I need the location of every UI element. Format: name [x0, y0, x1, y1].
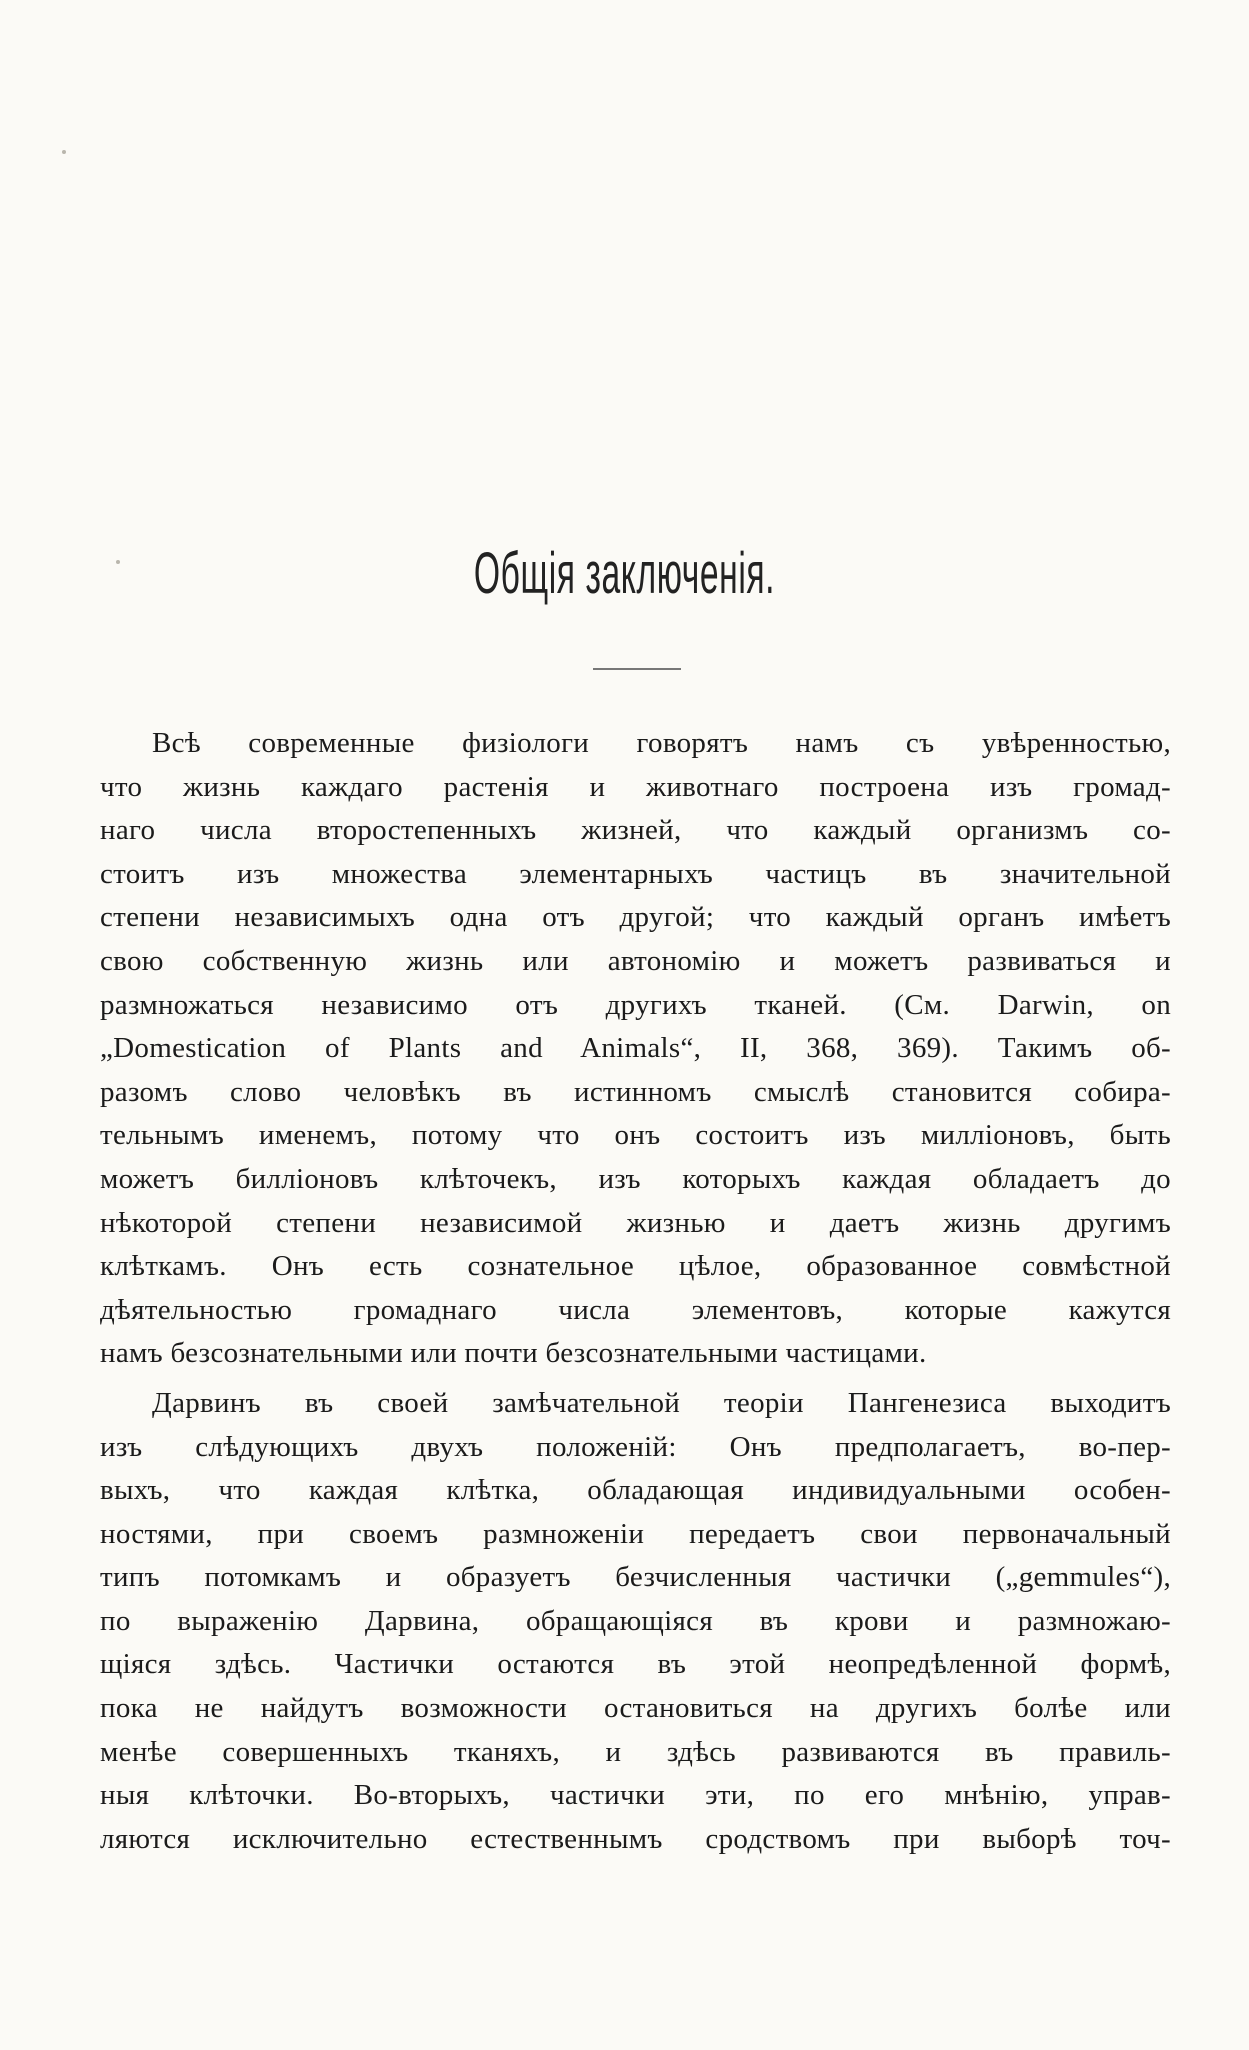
paragraph-1 — [100, 722, 1171, 1376]
text-line: намъ безсознательными или почти безсознательными частицами. — [100, 1337, 927, 1370]
text-line: степени независимыхъ одна отъ другой; что каждый органъ имѣетъ — [100, 901, 1171, 934]
paper-speck — [62, 150, 66, 154]
text-line: менѣе совершенныхъ тканяхъ, и здѣсь развиваются въ правиль- — [100, 1735, 1171, 1768]
text-line: „Domestication of Plants and Animals“, II, 368, 369). Такимъ об- — [100, 1032, 1171, 1065]
text-line: нѣкоторой степени независимой жизнью и даетъ жизнь другимъ — [100, 1206, 1171, 1239]
text-line: разомъ слово человѣкъ въ истинномъ смыслѣ становится собира- — [100, 1075, 1171, 1108]
text-line: пока не найдутъ возможности остановиться на другихъ болѣе или — [100, 1692, 1171, 1725]
text-line: по выраженію Дарвина, обращающіяся въ крови и размножаю- — [100, 1604, 1171, 1637]
chapter-title: Общія заключенія. — [473, 541, 776, 606]
text-line: что жизнь каждаго растенія и животнаго построена изъ громад- — [100, 770, 1171, 803]
paragraph-2 — [100, 1382, 1171, 1862]
text-line: выхъ, что каждая клѣтка, обладающая индивидуальными особен- — [100, 1474, 1171, 1507]
text-line: можетъ билліоновъ клѣточекъ, изъ которыхъ каждая обладаетъ до — [100, 1162, 1171, 1195]
text-line: Дарвинъ въ своей замѣчательной теоріи Пангенезиса выходитъ — [152, 1386, 1171, 1419]
text-line: щіяся здѣсь. Частички остаются въ этой неопредѣленной формѣ, — [100, 1648, 1171, 1681]
text-line: стоитъ изъ множества элементарныхъ частицъ въ значительной — [100, 857, 1171, 890]
title-divider — [593, 668, 681, 670]
text-line: ностями, при своемъ размноженіи передаетъ свои первоначальный — [100, 1517, 1171, 1550]
text-line: типъ потомкамъ и образуетъ безчисленныя частички („gemmules“), — [100, 1561, 1171, 1594]
text-line: клѣткамъ. Онъ есть сознательное цѣлое, образованное совмѣстной — [100, 1250, 1171, 1283]
text-line: Всѣ современные физiологи говорятъ намъ съ увѣренностью, — [152, 727, 1171, 759]
text-line: изъ слѣдующихъ двухъ положеній: Онъ предполагаетъ, во-пер- — [100, 1430, 1171, 1463]
text-line: ляются исключительно естественнымъ сродствомъ при выборѣ точ- — [100, 1822, 1171, 1855]
text-line: наго числа второстепенныхъ жизней, что каждый организмъ со- — [100, 814, 1171, 847]
text-line: свою собственную жизнь или автономію и можетъ развиваться и — [100, 944, 1171, 977]
body-text — [100, 722, 1171, 1861]
text-line: дѣятельностью громаднаго числа элементовъ, которые кажутся — [100, 1293, 1171, 1326]
text-line: тельнымъ именемъ, потому что онъ состоитъ изъ милліоновъ, быть — [100, 1119, 1171, 1152]
paper-speck — [116, 560, 120, 564]
text-line: ныя клѣточки. Во-вторыхъ, частички эти, по его мнѣнію, управ- — [100, 1779, 1171, 1812]
text-line: размножаться независимо отъ другихъ тканей. (См. Darwin, on — [100, 988, 1171, 1021]
